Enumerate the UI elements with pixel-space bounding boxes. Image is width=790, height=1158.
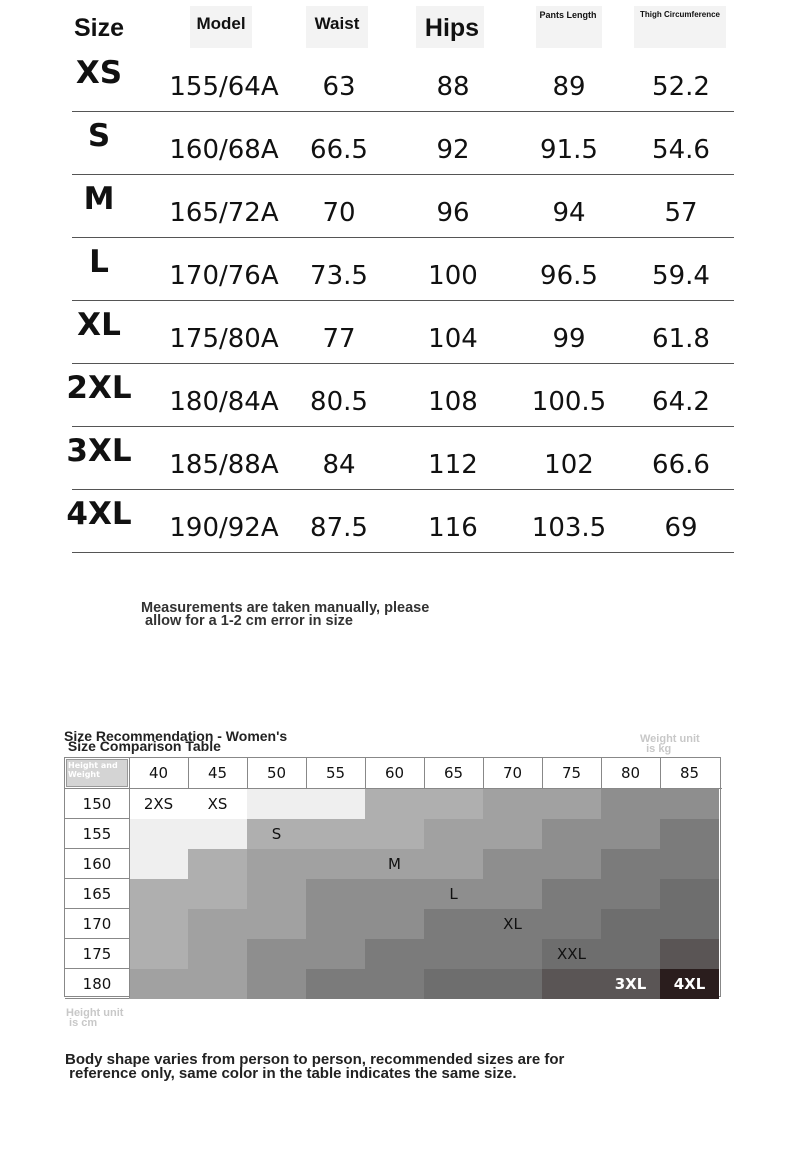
size-row [0,112,790,175]
size-recommendation-grid [64,757,721,997]
cell-model: 180/84A [169,387,279,417]
cell-thigh-circumference: 57 [664,198,698,228]
grid-cell [483,969,542,999]
row-divider [65,968,129,969]
grid-cell [483,849,542,879]
size-label: L [449,885,458,903]
row-divider [65,818,129,819]
cell-hips: 104 [428,324,478,354]
cell-hips: 112 [428,450,478,480]
cell-thigh-circumference: 59.4 [652,261,710,291]
row-divider [65,998,129,999]
footer-note: Body shape varies from person to person, recommended sizes are for reference only, same color in the table indicates the same size. [65,1051,565,1082]
grid-cell [424,909,483,939]
grid-cell [601,939,660,969]
grid-cell [601,789,660,819]
column-divider [306,758,307,788]
grid-cell [601,879,660,909]
size-label: XXL [557,945,586,963]
cell-hips: 96 [436,198,470,228]
cell-hips: 92 [436,135,470,165]
grid-cell [483,939,542,969]
height-header: 175 [82,945,112,963]
cell-pants-length: 99 [552,324,586,354]
cell-size: 2XL [66,370,132,406]
grid-cell [365,819,424,849]
grid-cell [424,969,483,999]
grid-cell [660,939,719,969]
grid-cell [306,849,365,879]
weight-header: 50 [266,764,287,782]
grid-cell [306,909,365,939]
grid-cell [660,909,719,939]
grid-cell [660,879,719,909]
grid-cell [129,909,188,939]
height-header: 165 [82,885,112,903]
size-label: XS [207,795,228,813]
grid-cell [542,819,601,849]
cell-size: XL [77,307,121,343]
grid-cell [601,909,660,939]
column-divider [188,758,189,788]
grid-cell [660,789,719,819]
grid-cell [424,939,483,969]
size-label: S [271,825,282,843]
header-pants-length: Pants Length [539,10,597,20]
cell-waist: 84 [322,450,356,480]
cell-pants-length: 89 [552,72,586,102]
grid-cell [483,819,542,849]
weight-header: 85 [679,764,700,782]
header-thigh-circumference: Thigh Circumference [639,10,720,19]
grid-cell [306,789,365,819]
cell-size: 3XL [66,433,132,469]
cell-model: 170/76A [169,261,279,291]
cell-pants-length: 102 [544,450,594,480]
header-hips: Hips [424,14,480,42]
cell-pants-length: 94 [552,198,586,228]
header-model: Model [196,14,246,33]
grid-cell [188,969,247,999]
row-divider [65,848,129,849]
size-row [0,238,790,301]
weight-header: 75 [561,764,582,782]
grid-cell [188,819,247,849]
size-label: M [388,855,401,873]
column-divider [424,758,425,788]
column-divider [542,758,543,788]
cell-model: 190/92A [169,513,279,543]
size-row [0,49,790,112]
grid-cell [188,849,247,879]
height-header: 160 [82,855,112,873]
cell-hips: 108 [428,387,478,417]
row-divider [65,908,129,909]
cell-model: 175/80A [169,324,279,354]
cell-thigh-circumference: 61.8 [652,324,710,354]
grid-cell [601,819,660,849]
grid-cell [306,939,365,969]
cell-hips: 100 [428,261,478,291]
grid-cell [542,879,601,909]
grid-cell [129,939,188,969]
header-waist: Waist [314,14,360,33]
column-divider [247,758,248,788]
size-row [0,301,790,364]
cell-waist: 63 [322,72,356,102]
weight-header: 70 [502,764,523,782]
grid-cell [247,939,306,969]
grid-cell [601,849,660,879]
cell-thigh-circumference: 69 [664,513,698,543]
grid-cell [424,789,483,819]
weight-header: 40 [148,764,169,782]
cell-size: 4XL [66,496,132,532]
cell-waist: 66.5 [310,135,368,165]
grid-cell [365,909,424,939]
cell-model: 160/68A [169,135,279,165]
grid-cell [247,879,306,909]
cell-thigh-circumference: 54.6 [652,135,710,165]
cell-model: 165/72A [169,198,279,228]
size-chart [0,0,790,560]
weight-header: 80 [620,764,641,782]
grid-cell [247,849,306,879]
grid-cell [247,909,306,939]
grid-cell [483,879,542,909]
grid-cell [365,789,424,819]
height-header: 155 [82,825,112,843]
size-label: XL [503,915,522,933]
size-row [0,490,790,553]
grid-cell [129,849,188,879]
column-divider [483,758,484,788]
grid-cell [542,789,601,819]
cell-thigh-circumference: 66.6 [652,450,710,480]
weight-header: 45 [207,764,228,782]
grid-cell [542,969,601,999]
cell-waist: 70 [322,198,356,228]
grid-cell [129,819,188,849]
size-row [0,175,790,238]
cell-pants-length: 100.5 [531,387,607,417]
grid-cell [306,969,365,999]
grid-cell [424,819,483,849]
column-divider [365,758,366,788]
cell-pants-length: 96.5 [540,261,598,291]
weight-header: 65 [443,764,464,782]
measurement-note: Measurements are taken manually, please allow for a 1-2 cm error in size [141,600,430,629]
cell-waist: 87.5 [310,513,368,543]
cell-size: L [89,244,109,280]
grid-cell [365,969,424,999]
grid-cell [129,879,188,909]
size-row [0,427,790,490]
cell-model: 155/64A [169,72,279,102]
cell-waist: 73.5 [310,261,368,291]
grid-cell [247,969,306,999]
row-divider [65,878,129,879]
column-divider [660,758,661,788]
corner-label: Height and Weight [68,761,118,779]
row-divider [65,938,129,939]
cell-thigh-circumference: 64.2 [652,387,710,417]
grid-cell [129,969,188,999]
cell-model: 185/88A [169,450,279,480]
cell-size: S [87,118,111,154]
height-column-divider [129,758,130,998]
cell-size: M [83,181,115,217]
cell-pants-length: 103.5 [531,513,607,543]
size-label: 4XL [673,975,706,993]
weight-unit-note: Weight unit is kg [640,733,700,755]
cell-waist: 77 [322,324,356,354]
weight-header: 60 [384,764,405,782]
size-row [0,364,790,427]
grid-cell [306,819,365,849]
grid-cell [306,879,365,909]
cell-waist: 80.5 [310,387,368,417]
grid-cell [365,879,424,909]
weight-header: 55 [325,764,346,782]
grid-cell [660,819,719,849]
grid-cell [542,849,601,879]
grid-cell [188,879,247,909]
grid-cell [247,789,306,819]
cell-hips: 88 [436,72,470,102]
cell-hips: 116 [428,513,478,543]
cell-size: XS [75,55,123,91]
cell-thigh-circumference: 52.2 [652,72,710,102]
grid-cell [660,849,719,879]
grid-cell [483,789,542,819]
column-divider [601,758,602,788]
grid-cell [424,849,483,879]
grid-cell [542,909,601,939]
recommendation-title: Size Recommendation - Women's Size Comparison Table [64,728,288,754]
size-label: 2XS [143,795,174,813]
row-divider [72,552,734,553]
cell-pants-length: 91.5 [540,135,598,165]
grid-cell [188,939,247,969]
grid-cell [188,909,247,939]
size-label: 3XL [614,975,647,993]
height-unit-note: Height unit is cm [66,1007,124,1029]
height-header: 150 [82,795,112,813]
grid-cell [365,939,424,969]
header-size: Size [73,14,125,42]
height-header: 170 [82,915,112,933]
height-header: 180 [82,975,112,993]
